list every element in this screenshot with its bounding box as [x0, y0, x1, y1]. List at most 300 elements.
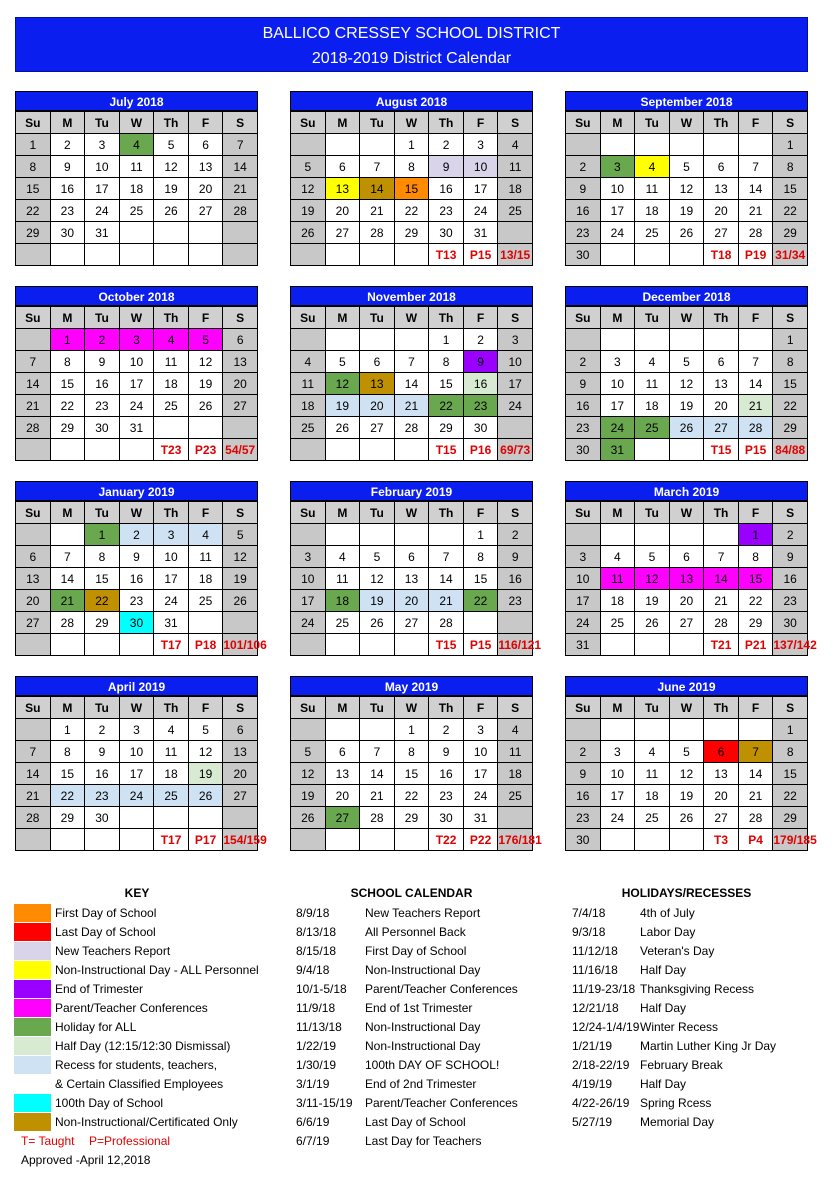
- stat-cell: 69/73: [498, 439, 533, 461]
- weekday-header: W: [394, 307, 429, 329]
- day-cell: 26: [291, 222, 326, 244]
- day-cell: 16: [119, 568, 154, 590]
- empty-cell: [360, 134, 395, 156]
- day-cell: 1: [773, 134, 808, 156]
- school-calendar-event: Last Day of School: [365, 1115, 466, 1129]
- weekday-header: M: [50, 502, 85, 524]
- empty-cell: [325, 329, 360, 351]
- stat-cell: [325, 829, 360, 851]
- day-cell: 19: [188, 763, 223, 785]
- day-cell: 12: [325, 373, 360, 395]
- weekday-header: F: [738, 307, 773, 329]
- day-cell: 22: [394, 200, 429, 222]
- day-cell: 5: [635, 546, 670, 568]
- empty-cell: [635, 634, 670, 656]
- day-cell: 21: [360, 785, 395, 807]
- stat-cell: P21: [738, 634, 773, 656]
- school-calendar-event: New Teachers Report: [365, 906, 481, 920]
- school-calendar-event: 100th DAY OF SCHOOL!: [365, 1058, 500, 1072]
- stat-cell: [154, 244, 189, 266]
- day-cell: 31: [463, 222, 498, 244]
- empty-cell: [498, 612, 533, 634]
- day-cell: 5: [669, 351, 704, 373]
- day-cell: 14: [223, 156, 258, 178]
- day-cell: 9: [498, 546, 533, 568]
- stat-cell: 154/159: [223, 829, 258, 851]
- day-cell: 24: [463, 200, 498, 222]
- weekday-header: W: [119, 307, 154, 329]
- stat-cell: [85, 244, 120, 266]
- stat-cell: [360, 634, 395, 656]
- day-cell: 7: [50, 546, 85, 568]
- holiday-date: 12/21/18: [572, 1001, 619, 1015]
- day-cell: 17: [463, 178, 498, 200]
- month-title: April 2019: [15, 676, 258, 696]
- holiday-name: Memorial Day: [640, 1115, 715, 1129]
- stat-cell: [119, 244, 154, 266]
- day-cell: 13: [394, 568, 429, 590]
- day-cell: 17: [85, 178, 120, 200]
- month-title: November 2018: [290, 286, 533, 306]
- stat-cell: [223, 244, 258, 266]
- weekday-header: Tu: [85, 502, 120, 524]
- month-calendar: [565, 286, 808, 461]
- stat-cell: T17: [154, 829, 189, 851]
- day-cell: 2: [119, 524, 154, 546]
- day-cell: 30: [463, 417, 498, 439]
- weekday-header: S: [773, 697, 808, 719]
- day-cell: 17: [119, 373, 154, 395]
- day-cell: 20: [188, 178, 223, 200]
- day-cell: 18: [600, 590, 635, 612]
- day-cell: 11: [291, 373, 326, 395]
- day-cell: 16: [773, 568, 808, 590]
- weekday-header: W: [394, 502, 429, 524]
- day-cell: 27: [325, 222, 360, 244]
- day-cell: 24: [291, 612, 326, 634]
- day-cell: 1: [394, 719, 429, 741]
- empty-cell: [291, 134, 326, 156]
- day-cell: 17: [498, 373, 533, 395]
- day-cell: 15: [463, 568, 498, 590]
- day-cell: 8: [773, 741, 808, 763]
- stat-cell: [291, 244, 326, 266]
- day-cell: 20: [16, 590, 51, 612]
- weekday-header: Th: [429, 697, 464, 719]
- day-cell: 21: [50, 590, 85, 612]
- stat-cell: [394, 829, 429, 851]
- day-cell: 19: [291, 785, 326, 807]
- day-cell: 13: [16, 568, 51, 590]
- month-title: May 2019: [290, 676, 533, 696]
- day-cell: 19: [669, 785, 704, 807]
- month-title: August 2018: [290, 91, 533, 111]
- day-cell: 7: [16, 351, 51, 373]
- empty-cell: [669, 829, 704, 851]
- weekday-header: Th: [429, 307, 464, 329]
- day-cell: 27: [325, 807, 360, 829]
- month-calendar: [565, 676, 817, 851]
- day-cell: 27: [223, 785, 258, 807]
- calendar-title: 2018-2019 District Calendar: [311, 50, 512, 67]
- day-cell: 27: [394, 612, 429, 634]
- weekday-header: Su: [291, 112, 326, 134]
- weekday-header: S: [223, 307, 258, 329]
- month-calendar: [15, 91, 258, 266]
- day-cell: 16: [429, 178, 464, 200]
- day-cell: 19: [669, 395, 704, 417]
- weekday-header: F: [738, 112, 773, 134]
- day-cell: 24: [463, 785, 498, 807]
- day-cell: 12: [669, 373, 704, 395]
- weekday-header: Tu: [360, 502, 395, 524]
- day-cell: 11: [498, 741, 533, 763]
- weekday-header: S: [498, 307, 533, 329]
- empty-cell: [669, 439, 704, 461]
- weekday-header: Th: [154, 112, 189, 134]
- day-cell: 27: [16, 612, 51, 634]
- day-cell: 3: [566, 546, 601, 568]
- day-cell: 21: [394, 395, 429, 417]
- day-cell: 10: [600, 178, 635, 200]
- day-cell: 30: [566, 829, 601, 851]
- day-cell: 28: [16, 417, 51, 439]
- holiday-date: 2/18-22/19: [572, 1058, 630, 1072]
- day-cell: 1: [85, 524, 120, 546]
- day-cell: 13: [669, 568, 704, 590]
- day-cell: 3: [498, 329, 533, 351]
- day-cell: 15: [773, 373, 808, 395]
- weekday-header: Su: [566, 112, 601, 134]
- day-cell: 23: [85, 785, 120, 807]
- calendar-header: [15, 17, 808, 72]
- day-cell: 3: [154, 524, 189, 546]
- holiday-date: 12/24-1/4/19: [572, 1020, 640, 1034]
- stat-cell: [394, 634, 429, 656]
- weekday-header: M: [325, 307, 360, 329]
- weekday-header: S: [223, 502, 258, 524]
- day-cell: 11: [635, 178, 670, 200]
- day-cell: 10: [463, 156, 498, 178]
- day-cell: 28: [429, 612, 464, 634]
- weekday-header: S: [773, 112, 808, 134]
- holiday-date: 4/19/19: [572, 1077, 613, 1091]
- stat-cell: [325, 634, 360, 656]
- day-cell: 11: [119, 156, 154, 178]
- day-cell: 4: [188, 524, 223, 546]
- empty-cell: [360, 719, 395, 741]
- day-cell: 2: [566, 741, 601, 763]
- day-cell: 12: [188, 741, 223, 763]
- empty-cell: [600, 329, 635, 351]
- stat-cell: [325, 439, 360, 461]
- day-cell: 3: [600, 156, 635, 178]
- day-cell: 30: [566, 244, 601, 266]
- day-cell: 2: [429, 719, 464, 741]
- stat-cell: [394, 244, 429, 266]
- weekday-header: S: [498, 697, 533, 719]
- day-cell: 30: [566, 439, 601, 461]
- weekday-header: W: [394, 112, 429, 134]
- stat-cell: [360, 439, 395, 461]
- stat-cell: 176/181: [498, 829, 533, 851]
- day-cell: 22: [738, 590, 773, 612]
- day-cell: 10: [154, 546, 189, 568]
- stat-cell: 179/185: [773, 829, 808, 851]
- month-title: June 2019: [565, 676, 808, 696]
- day-cell: 25: [188, 590, 223, 612]
- day-cell: 17: [566, 590, 601, 612]
- day-cell: 20: [223, 373, 258, 395]
- day-cell: 7: [429, 546, 464, 568]
- key-swatch: [14, 1094, 51, 1112]
- day-cell: 9: [566, 763, 601, 785]
- day-cell: 1: [429, 329, 464, 351]
- day-cell: 24: [498, 395, 533, 417]
- stat-cell: [394, 439, 429, 461]
- day-cell: 4: [635, 741, 670, 763]
- day-cell: 2: [85, 719, 120, 741]
- day-cell: 22: [85, 590, 120, 612]
- day-cell: 14: [429, 568, 464, 590]
- day-cell: 9: [566, 178, 601, 200]
- key-item-label: End of Trimester: [55, 982, 144, 996]
- day-cell: 1: [16, 134, 51, 156]
- day-cell: 16: [566, 200, 601, 222]
- day-cell: 9: [429, 741, 464, 763]
- day-cell: 28: [394, 417, 429, 439]
- month-title: December 2018: [565, 286, 808, 306]
- day-cell: 7: [738, 351, 773, 373]
- day-cell: 18: [635, 785, 670, 807]
- day-cell: 24: [85, 200, 120, 222]
- day-cell: 5: [325, 351, 360, 373]
- day-cell: 8: [85, 546, 120, 568]
- day-cell: 26: [154, 200, 189, 222]
- day-cell: 4: [635, 351, 670, 373]
- day-cell: 26: [325, 417, 360, 439]
- day-cell: 16: [463, 373, 498, 395]
- empty-cell: [704, 329, 739, 351]
- stat-cell: T23: [154, 439, 189, 461]
- empty-cell: [600, 524, 635, 546]
- day-cell: 14: [738, 373, 773, 395]
- day-cell: 9: [429, 156, 464, 178]
- day-cell: 20: [704, 395, 739, 417]
- day-cell: 29: [16, 222, 51, 244]
- day-cell: 30: [119, 612, 154, 634]
- day-cell: 13: [704, 178, 739, 200]
- day-cell: 5: [669, 741, 704, 763]
- day-cell: 12: [291, 178, 326, 200]
- empty-cell: [738, 134, 773, 156]
- day-cell: 11: [154, 741, 189, 763]
- stat-cell: T21: [704, 634, 739, 656]
- day-cell: 25: [154, 785, 189, 807]
- day-cell: 12: [223, 546, 258, 568]
- day-cell: 25: [635, 807, 670, 829]
- day-cell: 21: [223, 178, 258, 200]
- month-title: September 2018: [565, 91, 808, 111]
- empty-cell: [291, 329, 326, 351]
- empty-cell: [566, 329, 601, 351]
- day-cell: 15: [773, 178, 808, 200]
- day-cell: 20: [704, 200, 739, 222]
- day-cell: 2: [566, 156, 601, 178]
- empty-cell: [600, 244, 635, 266]
- weekday-header: Su: [566, 697, 601, 719]
- day-cell: 12: [291, 763, 326, 785]
- stat-cell: P15: [463, 634, 498, 656]
- day-cell: 22: [429, 395, 464, 417]
- month-calendar: [565, 91, 808, 266]
- day-cell: 31: [566, 634, 601, 656]
- day-cell: 15: [429, 373, 464, 395]
- day-cell: 14: [360, 178, 395, 200]
- day-cell: 19: [154, 178, 189, 200]
- holiday-name: Labor Day: [640, 925, 696, 939]
- key-swatch: [14, 961, 51, 979]
- empty-cell: [119, 222, 154, 244]
- day-cell: 24: [566, 612, 601, 634]
- stat-cell: [119, 634, 154, 656]
- school-calendar-event: Non-Instructional Day: [365, 963, 481, 977]
- weekday-header: F: [463, 502, 498, 524]
- day-cell: 10: [600, 763, 635, 785]
- day-cell: 15: [50, 373, 85, 395]
- day-cell: 14: [394, 373, 429, 395]
- stat-cell: P4: [738, 829, 773, 851]
- day-cell: 6: [394, 546, 429, 568]
- day-cell: 30: [85, 807, 120, 829]
- weekday-header: Th: [704, 502, 739, 524]
- day-cell: 14: [704, 568, 739, 590]
- day-cell: 4: [498, 719, 533, 741]
- weekday-header: F: [188, 112, 223, 134]
- day-cell: 26: [669, 807, 704, 829]
- weekday-header: Tu: [635, 697, 670, 719]
- stat-cell: P19: [738, 244, 773, 266]
- day-cell: 18: [188, 568, 223, 590]
- empty-cell: [738, 719, 773, 741]
- day-cell: 2: [498, 524, 533, 546]
- month-title: July 2018: [15, 91, 258, 111]
- day-cell: 20: [669, 590, 704, 612]
- day-cell: 3: [463, 719, 498, 741]
- day-cell: 11: [498, 156, 533, 178]
- day-cell: 17: [154, 568, 189, 590]
- weekday-header: F: [188, 307, 223, 329]
- holidays-title: HOLIDAYS/RECESSES: [621, 886, 752, 900]
- stat-cell: P17: [188, 829, 223, 851]
- day-cell: 1: [463, 524, 498, 546]
- day-cell: 26: [669, 417, 704, 439]
- stat-cell: P18: [188, 634, 223, 656]
- key-swatch: [14, 904, 51, 922]
- day-cell: 11: [635, 373, 670, 395]
- empty-cell: [635, 329, 670, 351]
- weekday-header: Tu: [635, 112, 670, 134]
- weekday-header: Su: [291, 697, 326, 719]
- stat-cell: [50, 439, 85, 461]
- stat-cell: 84/88: [773, 439, 808, 461]
- school-calendar-date: 10/1-5/18: [296, 982, 347, 996]
- day-cell: 10: [566, 568, 601, 590]
- day-cell: 29: [773, 222, 808, 244]
- month-calendar: [15, 676, 267, 851]
- day-cell: 8: [16, 156, 51, 178]
- stat-cell: [360, 244, 395, 266]
- day-cell: 20: [394, 590, 429, 612]
- weekday-header: Tu: [360, 112, 395, 134]
- day-cell: 26: [669, 222, 704, 244]
- day-cell: 31: [154, 612, 189, 634]
- day-cell: 4: [154, 329, 189, 351]
- day-cell: 28: [50, 612, 85, 634]
- day-cell: 22: [394, 785, 429, 807]
- stat-cell: 101/106: [223, 634, 258, 656]
- day-cell: 19: [635, 590, 670, 612]
- holiday-name: Thanksgiving Recess: [640, 982, 755, 996]
- stat-cell: 13/15: [498, 244, 533, 266]
- empty-cell: [154, 222, 189, 244]
- approved-note: Approved -April 12,2018: [21, 1153, 151, 1167]
- day-cell: 5: [188, 719, 223, 741]
- day-cell: 8: [50, 741, 85, 763]
- day-cell: 13: [223, 351, 258, 373]
- day-cell: 7: [738, 741, 773, 763]
- stat-cell: P23: [188, 439, 223, 461]
- stat-cell: [85, 439, 120, 461]
- empty-cell: [498, 807, 533, 829]
- weekday-header: Su: [291, 307, 326, 329]
- day-cell: 12: [669, 763, 704, 785]
- day-cell: 21: [16, 395, 51, 417]
- day-cell: 16: [50, 178, 85, 200]
- day-cell: 27: [704, 807, 739, 829]
- day-cell: 19: [223, 568, 258, 590]
- stat-cell: T17: [154, 634, 189, 656]
- day-cell: 12: [188, 351, 223, 373]
- day-cell: 25: [325, 612, 360, 634]
- stat-cell: [291, 829, 326, 851]
- day-cell: 8: [394, 741, 429, 763]
- day-cell: 26: [188, 395, 223, 417]
- empty-cell: [566, 134, 601, 156]
- day-cell: 21: [16, 785, 51, 807]
- empty-cell: [600, 634, 635, 656]
- day-cell: 4: [154, 719, 189, 741]
- day-cell: 30: [773, 612, 808, 634]
- holiday-date: 1/21/19: [572, 1039, 613, 1053]
- day-cell: 28: [360, 807, 395, 829]
- day-cell: 17: [600, 785, 635, 807]
- holiday-name: February Break: [640, 1058, 723, 1072]
- weekday-header: Th: [704, 697, 739, 719]
- empty-cell: [325, 719, 360, 741]
- day-cell: 11: [600, 568, 635, 590]
- stat-cell: [119, 439, 154, 461]
- day-cell: 1: [394, 134, 429, 156]
- weekday-header: Tu: [360, 697, 395, 719]
- day-cell: 26: [223, 590, 258, 612]
- empty-cell: [566, 524, 601, 546]
- day-cell: 28: [360, 222, 395, 244]
- day-cell: 8: [773, 156, 808, 178]
- school-calendar-event: Parent/Teacher Conferences: [365, 982, 518, 996]
- weekday-header: Tu: [635, 502, 670, 524]
- empty-cell: [223, 612, 258, 634]
